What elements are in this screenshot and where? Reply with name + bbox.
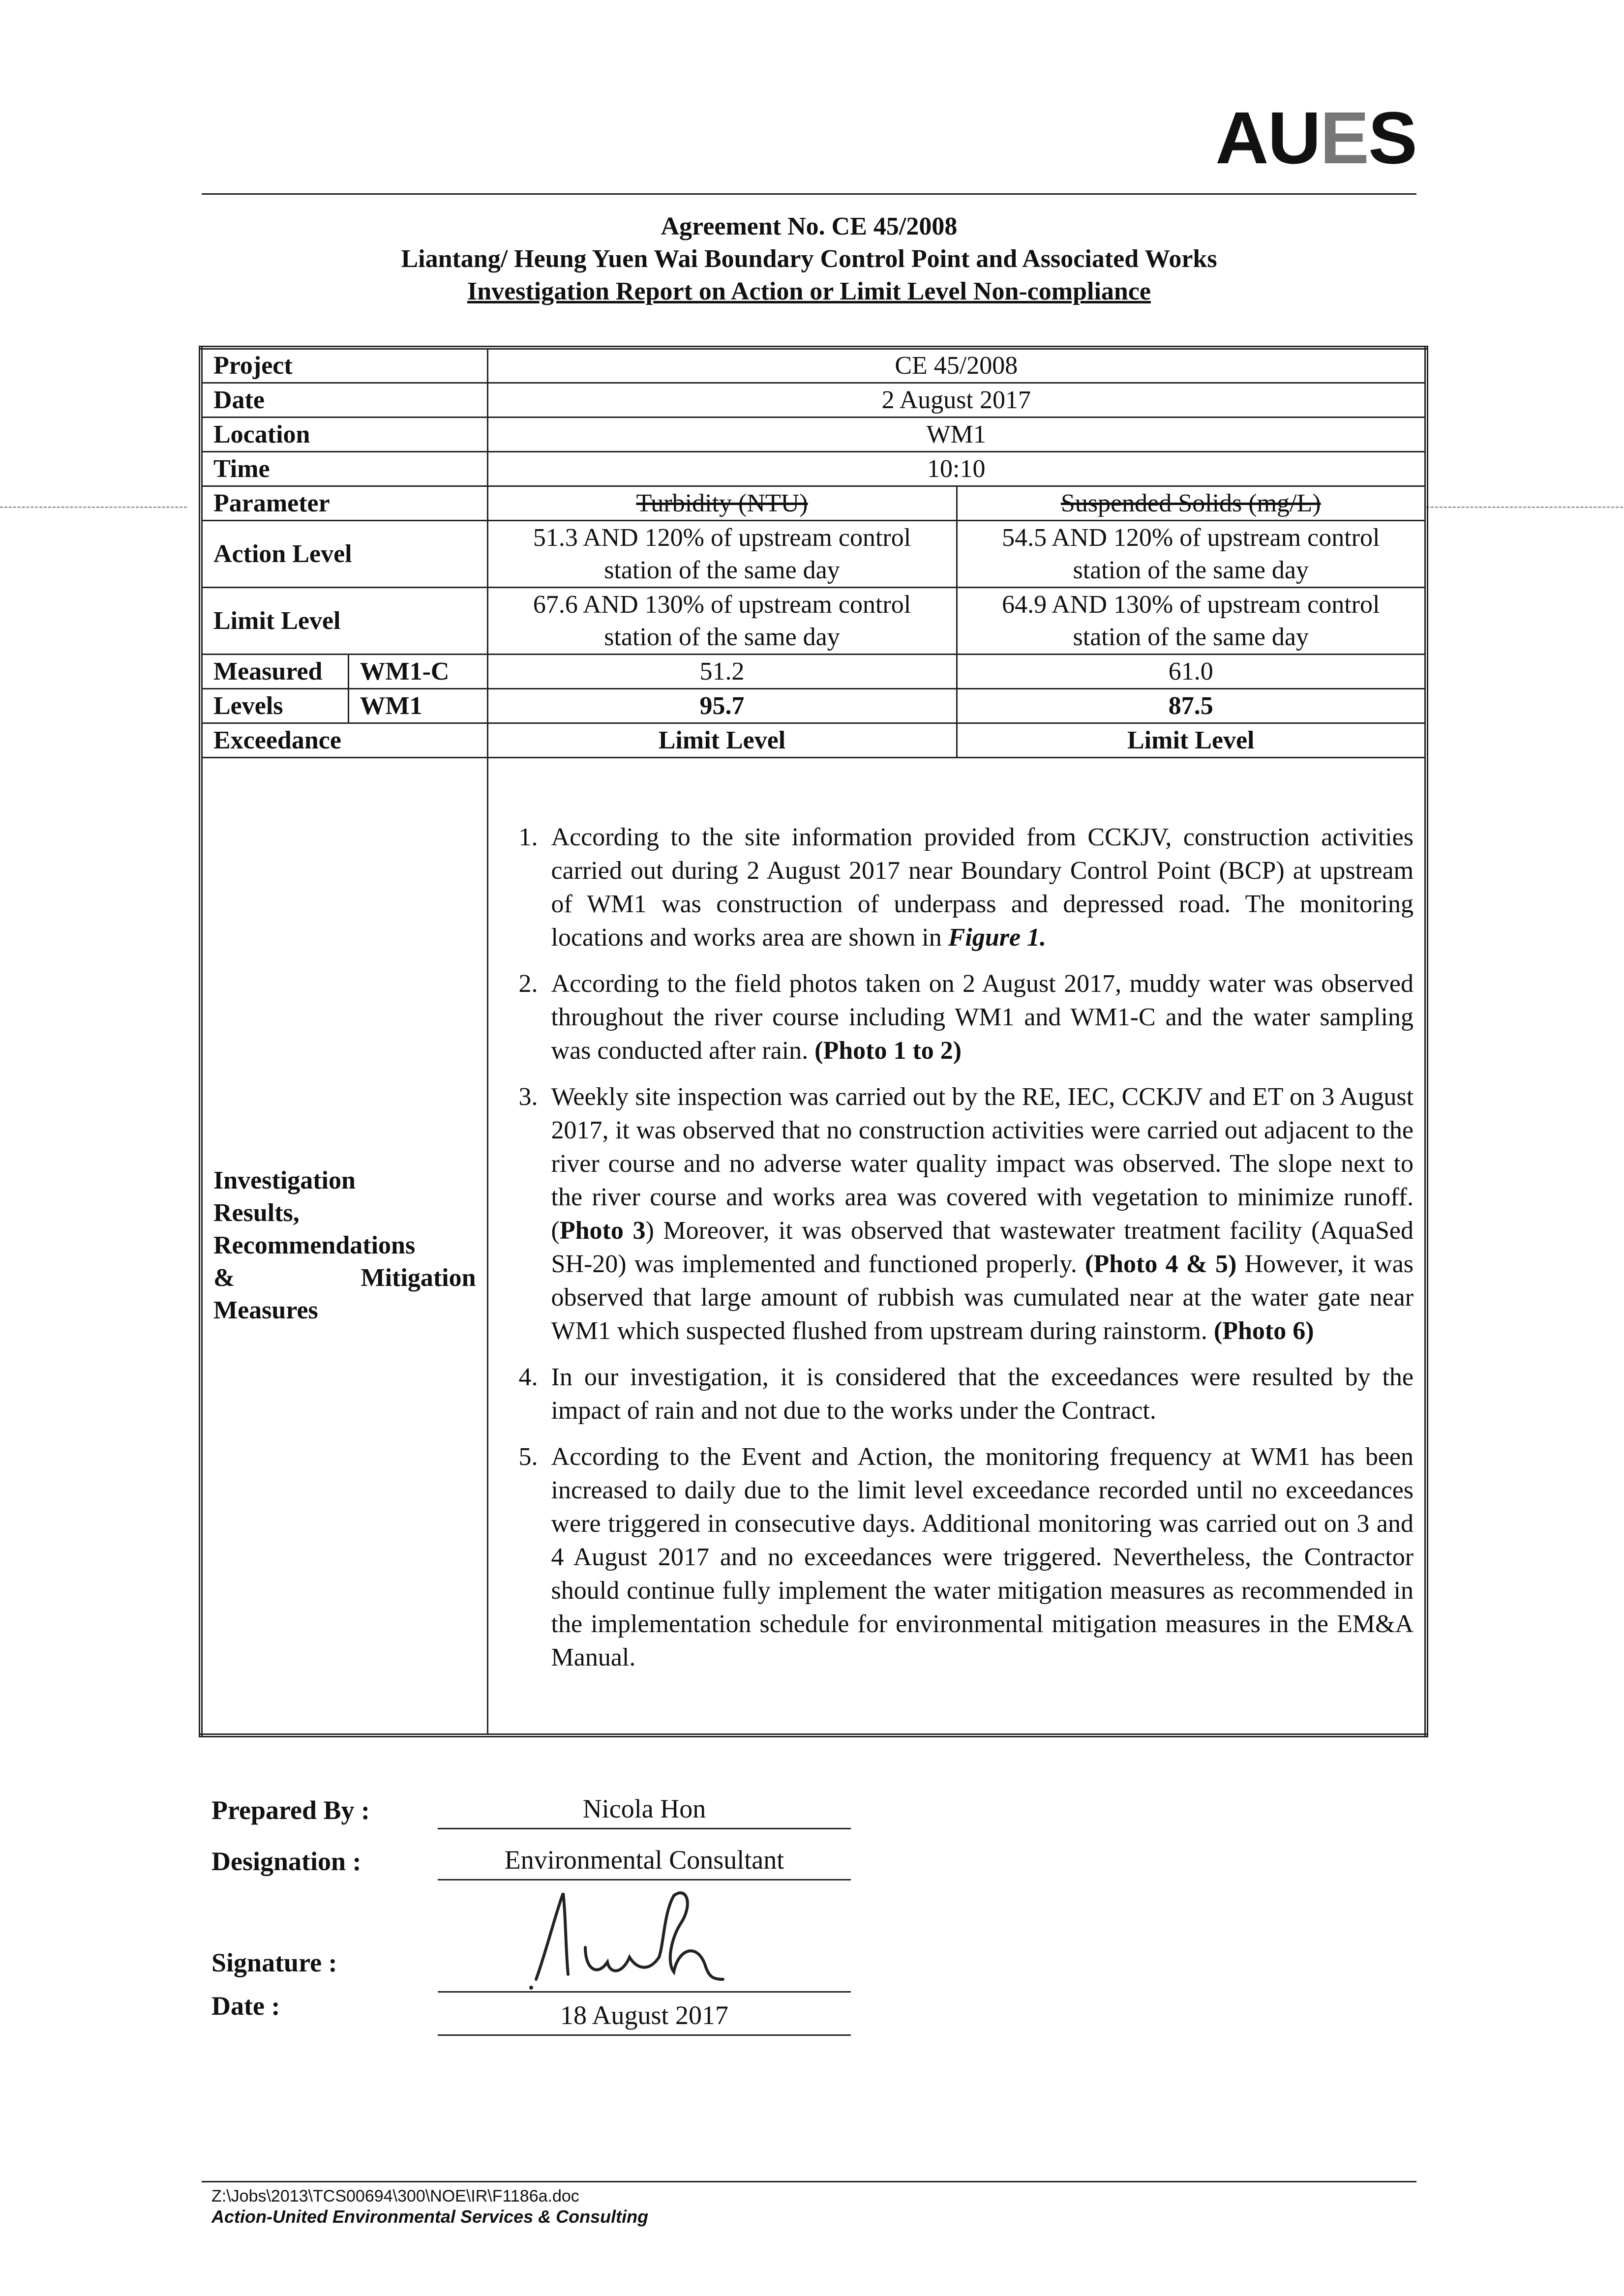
levels-label: Levels: [201, 689, 348, 723]
finding-item: 2. According to the field photos taken on 2 August 2017, muddy water was observed throughout the river course including WM1 and WM1-C and the water sampling was conducted after rain. (Photo 1 to 2): [544, 967, 1414, 1068]
row-time: [201, 452, 1426, 486]
project-title: Liantang/ Heung Yuen Wai Boundary Control Point and Associated Works: [401, 245, 1217, 273]
row-exceedance: [201, 723, 1426, 758]
scan-artifact-line: [0, 507, 187, 508]
finding-item: 5. According to the Event and Action, the monitoring frequency at WM1 has been increased to daily due to the limit level exceedance recorded until no exceedances were triggered in consecutive days. Additional monitoring was carried out on 3 and 4 August 2017 and no exceedances were triggered. Nevertheless, the Contractor should continue fully implement the water mitigation measures as recommended in the implementation schedule for environmental mitigation measures in the EM&A Manual.: [544, 1440, 1414, 1674]
row-measured-wm1c: [201, 655, 1426, 689]
row-parameter: [201, 486, 1426, 521]
scan-artifact-line: [1426, 507, 1623, 508]
investigation-table: [199, 346, 1428, 1737]
row-investigation: [201, 758, 1426, 1735]
header-rule: [202, 193, 1416, 195]
signoff-block: [211, 1790, 900, 2085]
time-label: Time: [201, 452, 487, 486]
location-value: WM1: [487, 417, 1426, 452]
row-action-level: [201, 521, 1426, 588]
finding-item: 4. In our investigation, it is considered that the exceedances were resulted by the impact of rain and not due to the works under the Contract.: [544, 1361, 1414, 1428]
row-measured-wm1: [201, 689, 1426, 723]
row-limit-level: [201, 588, 1426, 655]
wm1c-label: WM1-C: [348, 655, 487, 689]
limit-level-turbidity: 67.6 AND 130% of upstream control station of the same day: [487, 588, 957, 655]
investigation-results: [487, 758, 1426, 1735]
footer-rule: [202, 2181, 1416, 2182]
signature-label: Signature :: [211, 1948, 337, 1977]
prepared-by-row: [211, 1790, 900, 1829]
date-label: Date: [201, 383, 487, 417]
wm1c-ss-value: 61.0: [957, 655, 1426, 689]
action-level-label: Action Level: [201, 521, 487, 588]
handwritten-signature: [516, 1883, 733, 1997]
parameter-turbidity: Turbidity (NTU): [636, 489, 808, 517]
prepared-by-value: Nicola Hon: [438, 1789, 851, 1829]
wm1-turbidity-value: 95.7: [487, 689, 957, 723]
signoff-date-value: 18 August 2017: [438, 1996, 851, 2036]
prepared-by-label: Prepared By :: [211, 1795, 370, 1825]
limit-level-suspended-solids: 64.9 AND 130% of upstream control station of the same day: [957, 588, 1426, 655]
date-row: [211, 1991, 900, 2036]
parameter-label: Parameter: [201, 486, 487, 521]
designation-value: Environmental Consultant: [438, 1841, 851, 1880]
agreement-number: Agreement No. CE 45/2008: [661, 212, 958, 240]
exceedance-suspended-solids: Limit Level: [957, 723, 1426, 758]
designation-row: [211, 1841, 900, 1880]
signoff-date-label: Date :: [211, 1991, 280, 2021]
measured-label: Measured: [201, 655, 348, 689]
parameter-suspended-solids: Suspended Solids (mg/L): [1060, 489, 1321, 517]
row-location: [201, 417, 1426, 452]
wm1-ss-value: 87.5: [957, 689, 1426, 723]
investigation-label: Investigation Results, Recommendations & Mitigation Measures: [201, 758, 487, 1735]
project-label: Project: [201, 348, 487, 383]
document-title-block: [202, 210, 1416, 308]
finding-item: 3. Weekly site inspection was carried out by the RE, IEC, CCKJV and ET on 3 August 2017, it was observed that no construction activities were carried out adjacent to the river course and no adverse water quality impact was observed. The slope next to the river course and works area was covered with vegetation to minimize runoff. (Photo 3) Moreover, it was observed that wastewater treatment facility (AquaSed SH-20) was implemented and functioned properly. (Photo 4 & 5) However, it was observed that large amount of rubbish was cumulated near at the water gate near WM1 which suspected flushed from upstream during rainstorm. (Photo 6): [544, 1080, 1414, 1348]
date-value: 2 August 2017: [487, 383, 1426, 417]
designation-label: Designation :: [211, 1847, 361, 1876]
exceedance-turbidity: Limit Level: [487, 723, 957, 758]
wm1-label: WM1: [348, 689, 487, 723]
company-name: Action-United Environmental Services & Consulting: [211, 2207, 649, 2227]
company-logo: AUES: [1215, 96, 1416, 179]
action-level-suspended-solids: 54.5 AND 120% of upstream control station of the same day: [957, 521, 1426, 588]
location-label: Location: [201, 417, 487, 452]
file-path: Z:\Jobs\2013\TCS00694\300\NOE\IR\F1186a.doc: [211, 2187, 579, 2206]
finding-item: 1. According to the site information provided from CCKJV, construction activities carried out during 2 August 2017 near Boundary Control Point (BCP) at upstream of WM1 was construction of underpass and depressed road. The monitoring locations and works area are shown in Figure 1.: [544, 821, 1414, 954]
exceedance-label: Exceedance: [201, 723, 487, 758]
time-value: 10:10: [487, 452, 1426, 486]
row-date: [201, 383, 1426, 417]
project-value: CE 45/2008: [487, 348, 1426, 383]
findings-list: [499, 821, 1414, 1674]
row-project: [201, 348, 1426, 383]
action-level-turbidity: 51.3 AND 120% of upstream control station of the same day: [487, 521, 957, 588]
report-title: Investigation Report on Action or Limit Level Non-compliance: [467, 277, 1151, 305]
limit-level-label: Limit Level: [201, 588, 487, 655]
wm1c-turbidity-value: 51.2: [487, 655, 957, 689]
